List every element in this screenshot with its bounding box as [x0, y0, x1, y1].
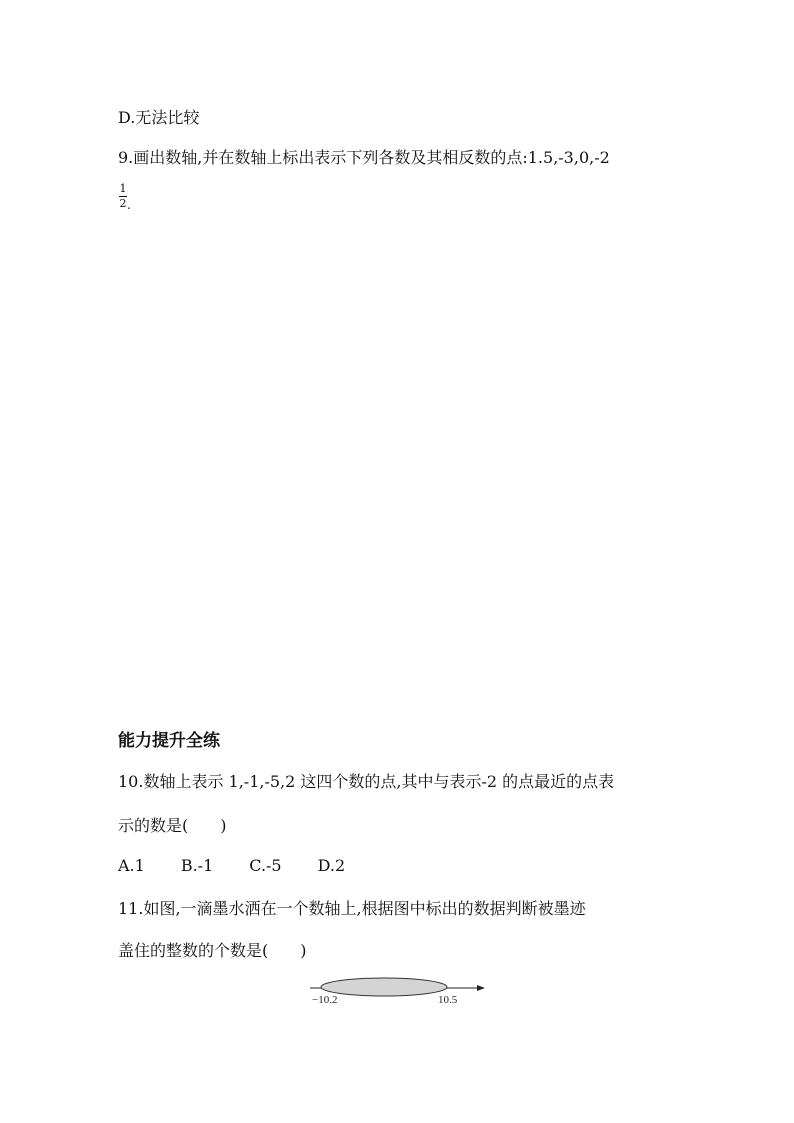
- fraction-denominator: 2: [119, 197, 127, 210]
- q10-option-a: A.1: [118, 856, 145, 875]
- number-line-arrow-icon: [477, 985, 485, 991]
- ink-number-line-figure: [300, 972, 490, 1012]
- left-label: −10.2: [312, 994, 338, 1006]
- fraction-numerator: 1: [119, 182, 127, 195]
- section-title: 能力提升全练: [118, 731, 220, 751]
- q10-option-d: D.2: [317, 856, 346, 875]
- q10-options: [118, 856, 345, 876]
- q11-line1: 11.如图,一滴墨水洒在一个数轴上,根据图中标出的数据判断被墨迹: [118, 899, 586, 918]
- q9-text: 9.画出数轴,并在数轴上标出表示下列各数及其相反数的点:1.5,-3,0,-2: [118, 148, 610, 167]
- q9-trailing-period: .: [127, 198, 131, 212]
- q10-line1: 10.数轴上表示 1,-1,-5,2 这四个数的点,其中与表示-2 的点最近的点表: [118, 772, 615, 791]
- q11-line2: 盖住的整数的个数是( ): [118, 941, 307, 960]
- q8-option-d: D.无法比较: [118, 108, 200, 127]
- right-label: 10.5: [438, 994, 458, 1006]
- q10-option-c: C.-5: [249, 856, 282, 875]
- q10-line2: 示的数是( ): [118, 816, 227, 835]
- ink-blot: [321, 978, 447, 996]
- q10-option-b: B.-1: [180, 856, 214, 875]
